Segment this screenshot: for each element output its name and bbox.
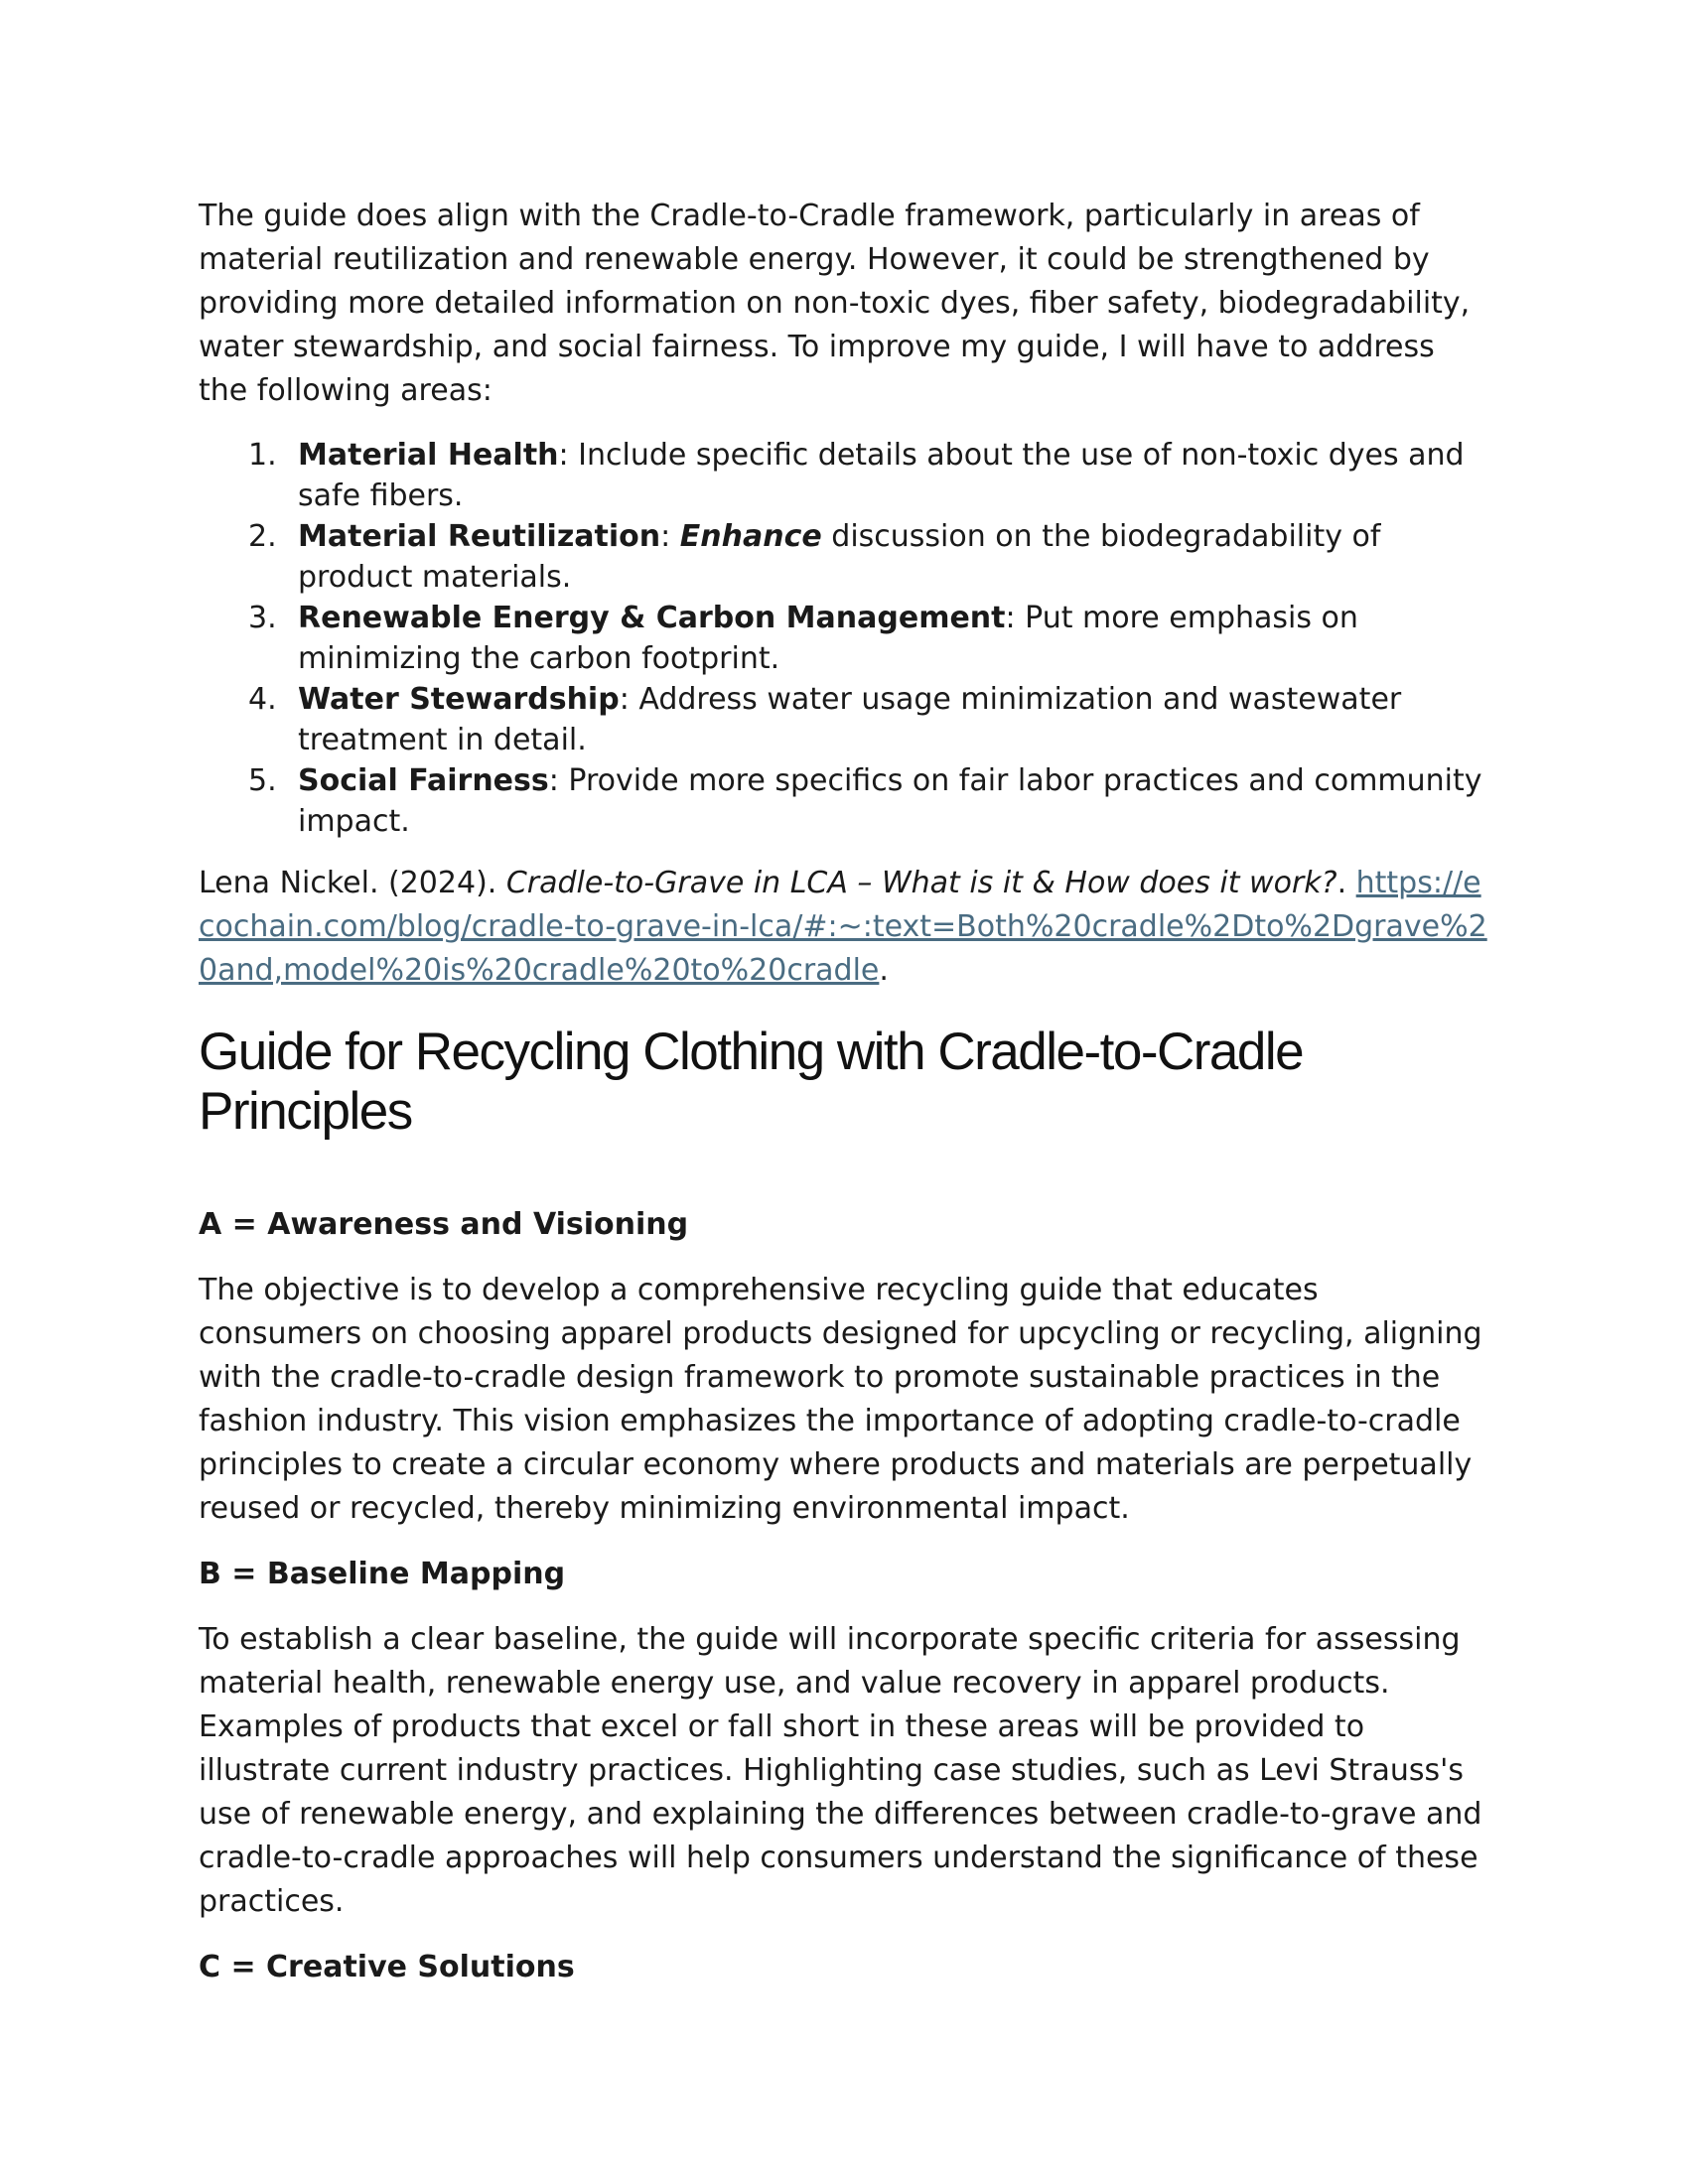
list-number: 2. (248, 519, 277, 554)
section-heading-baseline: B = Baseline Mapping (199, 1557, 566, 1591)
section-body-baseline: To establish a clear baseline, the guide will incorporate specific criteria for assessing material health, renewable energy use, and value recovery in apparel products. Examples of products that excel or fall short in these areas will be provided to illustrate current industry practices. Highlighting case studies, such as Levi Strauss's use of renewable energy, and explaining the differences between cradle-to-grave and cradle-to-cradle approaches will help consumers understand the significance of these practices. (199, 1622, 1482, 1919)
list-item (199, 516, 1489, 598)
list-number: 4. (248, 682, 277, 717)
citation-title: Cradle-to-Grave in LCA – What is it & How does it work? (505, 866, 1337, 900)
intro-paragraph: The guide does align with the Cradle-to-Cradle framework, particularly in areas of material reutilization and renewable energy. However, it could be strengthened by providing more detailed information on non-toxic dyes, fiber safety, biodegradability, water stewardship, and social fairness. To improve my guide, I will have to address the following areas: (199, 199, 1471, 408)
list-item (199, 760, 1489, 842)
list-emphasis: Enhance (679, 519, 822, 554)
citation-punctuation: . (1336, 866, 1356, 900)
list-item (199, 598, 1489, 679)
citation-end: . (879, 953, 889, 988)
section-heading-creative: C = Creative Solutions (199, 1950, 575, 1984)
list-separator: : (660, 519, 680, 554)
section-heading-awareness: A = Awareness and Visioning (199, 1207, 689, 1242)
list-number: 3. (248, 601, 277, 635)
guide-title: Guide for Recycling Clothing with Cradle-to-Cradle Principles (199, 1023, 1304, 1141)
document-page (199, 195, 1489, 1989)
list-number: 5. (248, 763, 277, 798)
list-term: Material Reutilization (298, 519, 661, 554)
list-text: discussion on the biodegradability of product materials. (298, 519, 1381, 595)
citation (199, 862, 1489, 993)
list-number: 1. (248, 438, 277, 473)
list-item (199, 679, 1489, 760)
list-text: : Put more emphasis on minimizing the carbon footprint. (298, 601, 1358, 676)
section-body-awareness: The objective is to develop a comprehensive recycling guide that educates consumers on choosing apparel products designed for upcycling or recycling, aligning with the cradle-to-cradle design framework to promote sustainable practices in the fashion industry. This vision emphasizes the importance of adopting cradle-to-cradle principles to create a circular economy where products and materials are perpetually reused or recycled, thereby minimizing environmental impact. (199, 1273, 1482, 1526)
list-text: : Provide more specifics on fair labor practices and community impact. (298, 763, 1482, 839)
list-term: Water Stewardship (298, 682, 620, 717)
list-term: Social Fairness (298, 763, 549, 798)
list-term: Renewable Energy & Carbon Management (298, 601, 1006, 635)
list-text: : Address water usage minimization and wastewater treatment in detail. (298, 682, 1402, 757)
list-text: : Include specific details about the use of non-toxic dyes and safe fibers. (298, 438, 1465, 513)
citation-link[interactable]: https://ecochain.com/blog/cradle-to-grave-in-lca/#:~:text=Both%20cradle%2Dto%2Dgrave%20and,model%20is%20cradle%20to%20cradle (199, 866, 1487, 988)
list-item (199, 435, 1489, 516)
citation-author: Lena Nickel. (2024). (199, 866, 506, 900)
list-term: Material Health (298, 438, 559, 473)
improvement-list (199, 435, 1489, 842)
